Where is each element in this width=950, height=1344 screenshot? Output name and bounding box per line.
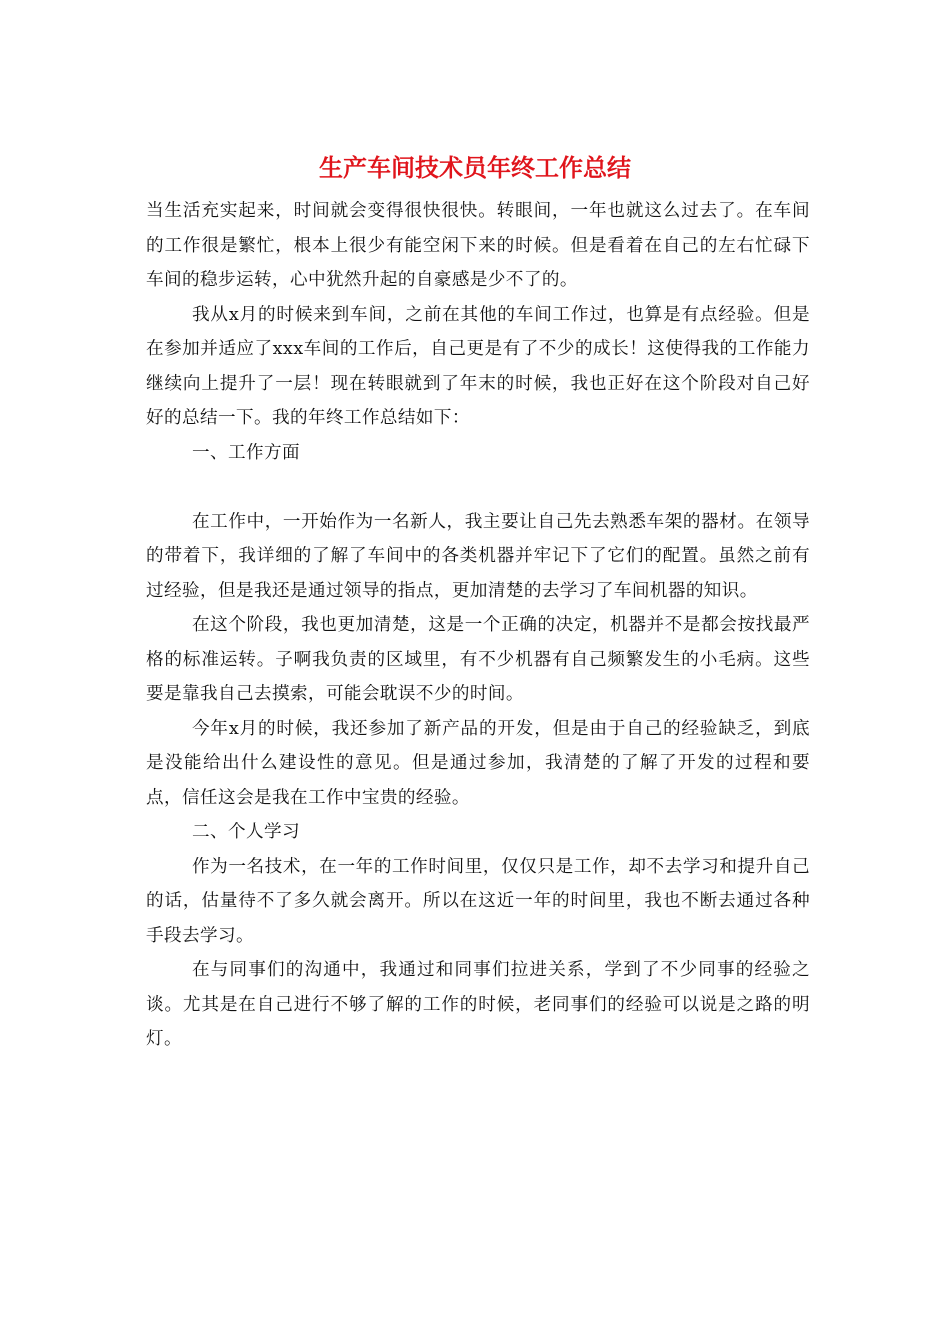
paragraph-background: 我从x月的时候来到车间，之前在其他的车间工作过，也算是有点经验。但是在参加并适应了xxx车间的工作后，自己更是有了不少的成长！这使得我的工作能力继续向上提升了一层！现在转眼就到了年末的时候，我也正好在这个阶段对自己好好的总结一下。我的年终工作总结如下：: [146, 304, 810, 428]
paragraph-study-2: 在与同事们的沟通中，我通过和同事们拉进关系，学到了不少同事的经验之谈。尤其是在自己进行不够了解的工作的时候，老同事们的经验可以说是之路的明灯。: [146, 960, 810, 1049]
blank-line: [146, 470, 810, 505]
paragraph-intro: 当生活充实起来，时间就会变得很快很快。转眼间，一年也就这么过去了。在车间的工作很是繁忙，根本上很少有能空闲下来的时候。但是看着在自己的左右忙碌下车间的稳步运转，心中犹然升起的自豪感是少不了的。: [146, 201, 810, 290]
paragraph-study-1: 作为一名技术，在一年的工作时间里，仅仅只是工作，却不去学习和提升自己的话，估量待不了多久就会离开。所以在这近一年的时间里，我也不断去通过各种手段去学习。: [146, 856, 810, 946]
paragraph-work-2: 在这个阶段，我也更加清楚，这是一个正确的决定，机器并不是都会按找最严格的标准运转。子啊我负责的区域里，有不少机器有自己频繁发生的小毛病。这些要是靠我自己去摸索，可能会耽误不少的时间。: [146, 615, 810, 704]
document-body: [146, 194, 810, 1057]
paragraph-work-3: 今年x月的时候，我还参加了新产品的开发，但是由于自己的经验缺乏，到底是没能给出什么建设性的意见。但是通过参加，我清楚的了解了开发的过程和要点，信任这会是我在工作中宝贵的经验。: [146, 718, 810, 808]
section-heading-work: 一、工作方面: [192, 442, 300, 463]
paragraph-work-1: 在工作中，一开始作为一名新人，我主要让自己先去熟悉车架的器材。在领导的带着下，我详细的了解了车间中的各类机器并牢记下了它们的配置。虽然之前有过经验，但是我还是通过领导的指点，更加清楚的去学习了车间机器的知识。: [146, 511, 810, 601]
section-heading-study: 二、个人学习: [192, 822, 300, 842]
page-title: 生产车间技术员年终工作总结: [319, 154, 631, 182]
